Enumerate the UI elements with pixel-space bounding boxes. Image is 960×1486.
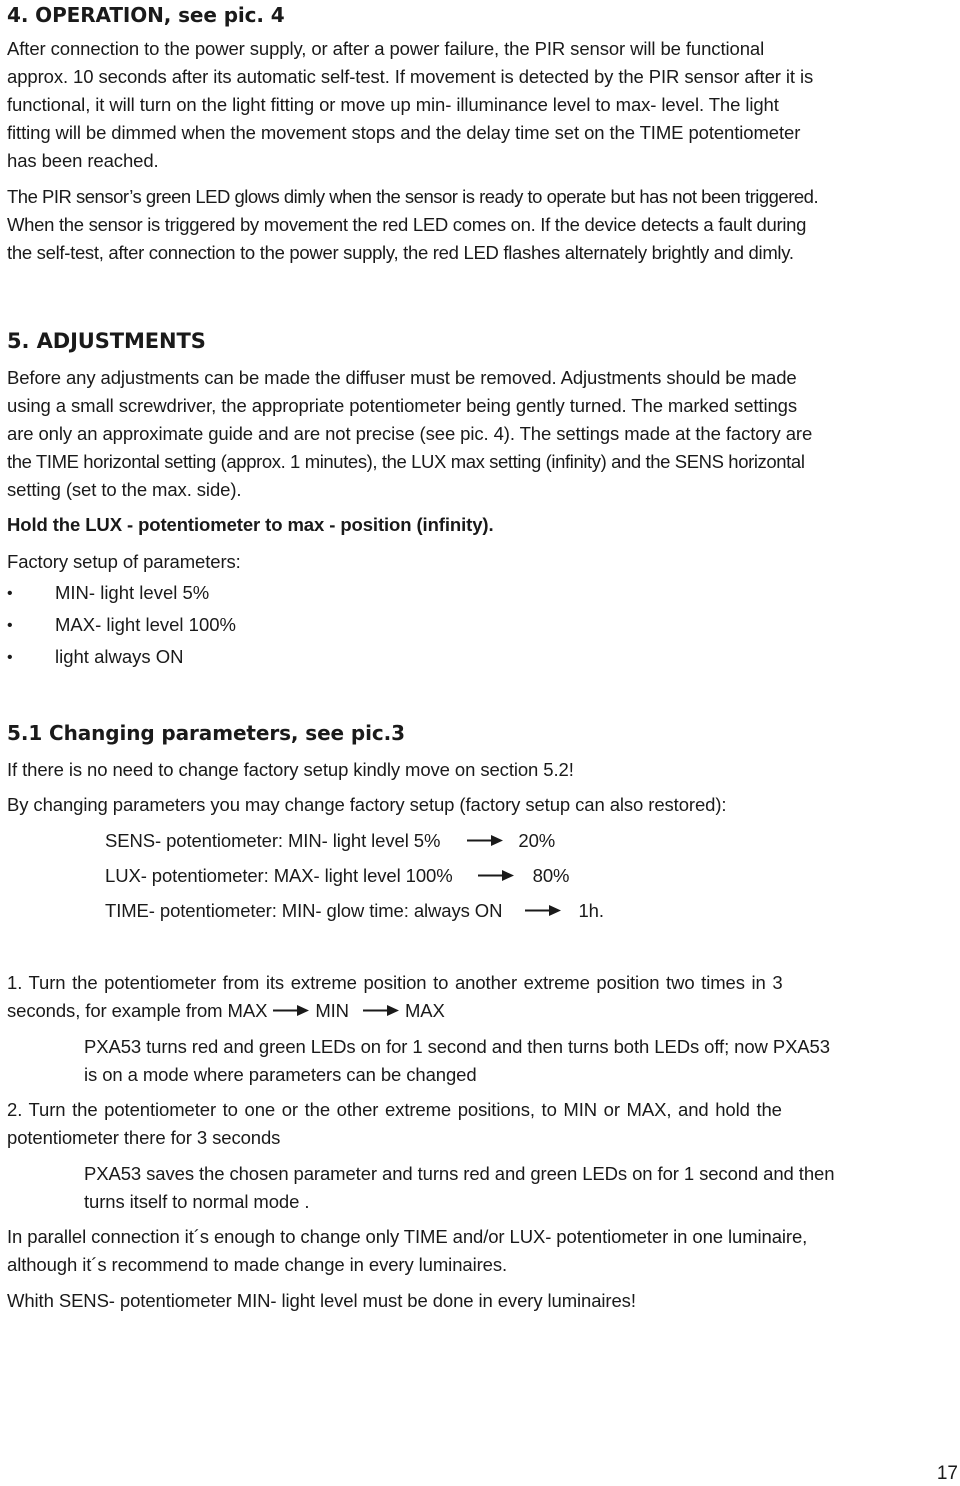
step1-line2	[7, 1000, 445, 1022]
factory-item-min: MIN- light level 5%	[55, 582, 210, 603]
sec51-p4: Whith SENS- potentiometer MIN- light level must be done in every luminaires!	[7, 1290, 636, 1311]
sec4-p1-line5: has been reached.	[7, 150, 159, 171]
param-row-label: SENS- potentiometer: MIN- light level 5%	[105, 830, 441, 851]
step1-max: MAX	[404, 1000, 445, 1021]
sec4-p2-line2: When the sensor is triggered by movement the red LED comes on. If the device detects a fault during	[7, 214, 807, 235]
sec51-p2: By changing parameters you may change factory setup (factory setup can also restored):	[7, 794, 727, 815]
param-row-value: 20%	[518, 830, 556, 851]
step2-line1: 2. Turn the potentiometer to one or the other extreme positions, to MIN or MAX, and hold the	[7, 1099, 782, 1120]
arrow-right-icon	[273, 1004, 309, 1016]
arrow-right-icon	[467, 834, 503, 846]
section-5-heading: 5. ADJUSTMENTS	[7, 329, 206, 353]
arrow-right-icon	[363, 1004, 399, 1016]
sec4-p1-line1: After connection to the power supply, or after a power failure, the PIR sensor will be functional	[7, 38, 765, 59]
step2-note-line2: turns itself to normal mode .	[84, 1191, 310, 1212]
sec5-p1-line1: Before any adjustments can be made the diffuser must be removed. Adjustments should be made	[7, 367, 797, 388]
factory-item-light: light always ON	[55, 646, 184, 667]
bullet-icon: •	[7, 617, 13, 634]
sec4-p2-line3: the self-test, after connection to the power supply, the red LED flashes alternately brightly and dimly.	[7, 242, 794, 263]
sec4-p1-line4: fitting will be dimmed when the movement stops and the delay time set on the TIME potentiometer	[7, 122, 801, 143]
bullet-icon: •	[7, 649, 13, 666]
param-row-lux	[105, 865, 569, 887]
step1-min: MIN	[315, 1000, 349, 1021]
section-5-1-heading: 5.1 Changing parameters, see pic.3	[7, 721, 405, 745]
sec51-p3-line1: In parallel connection it´s enough to change only TIME and/or LUX- potentiometer in one luminaire,	[7, 1226, 808, 1247]
sec5-p1-line2: using a small screwdriver, the appropriate potentiometer being gently turned. The marked settings	[7, 395, 798, 416]
factory-item-max: MAX- light level 100%	[55, 614, 236, 635]
step1-text: seconds, for example from MAX	[7, 1000, 268, 1021]
sec4-p1-line3: functional, it will turn on the light fitting or move up min- illuminance level to max- level. The light	[7, 94, 779, 115]
param-row-time	[105, 900, 604, 922]
page-number: 17	[936, 1463, 958, 1484]
factory-setup-title: Factory setup of parameters:	[7, 551, 241, 572]
bullet-icon: •	[7, 585, 13, 602]
param-row-sens	[105, 830, 555, 852]
lux-hold-note: Hold the LUX - potentiometer to max - position (infinity).	[7, 514, 494, 535]
section-4-heading: 4. OPERATION, see pic. 4	[7, 3, 285, 27]
step2-note-line1: PXA53 saves the chosen parameter and turns red and green LEDs on for 1 second and then	[84, 1163, 835, 1184]
arrow-right-icon	[525, 904, 561, 916]
step1-line1: 1. Turn the potentiometer from its extreme position to another extreme position two times in 3	[7, 972, 783, 993]
step1-note-line1: PXA53 turns red and green LEDs on for 1 second and then turns both LEDs off; now PXA53	[84, 1036, 830, 1057]
arrow-right-icon	[478, 869, 514, 881]
sec5-p1-line3: are only an approximate guide and are not precise (see pic. 4). The settings made at the factory are	[7, 423, 813, 444]
sec4-p1-line2: approx. 10 seconds after its automatic self-test. If movement is detected by the PIR sensor after it is	[7, 66, 814, 87]
sec51-p1: If there is no need to change factory setup kindly move on section 5.2!	[7, 759, 574, 780]
step1-note-line2: is on a mode where parameters can be changed	[84, 1064, 477, 1085]
sec51-p3-line2: although it´s recommend to made change in every luminaires.	[7, 1254, 508, 1275]
param-row-value: 80%	[532, 865, 570, 886]
step2-line2: potentiometer there for 3 seconds	[7, 1127, 281, 1148]
param-row-value: 1h.	[578, 900, 604, 921]
param-row-label: TIME- potentiometer: MIN- glow time: always ON	[105, 900, 503, 921]
sec4-p2-line1: The PIR sensor’s green LED glows dimly when the sensor is ready to operate but has not been triggered.	[7, 186, 819, 207]
param-row-label: LUX- potentiometer: MAX- light level 100%	[105, 865, 453, 886]
sec5-p1-line5: setting (set to the max. side).	[7, 479, 242, 500]
sec5-p1-line4: the TIME horizontal setting (approx. 1 minutes), the LUX max setting (infinity) and the SENS horizontal	[7, 451, 805, 472]
